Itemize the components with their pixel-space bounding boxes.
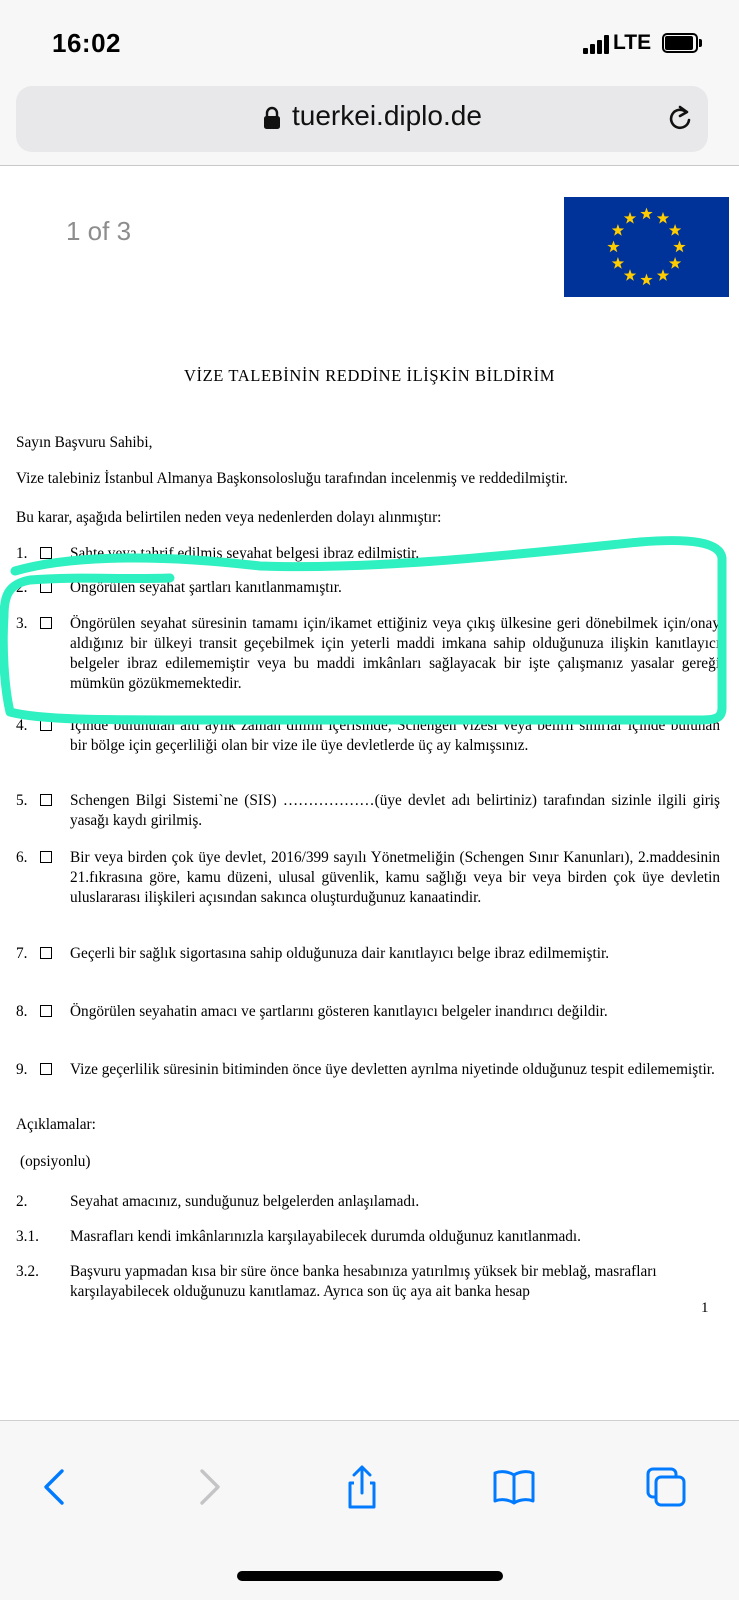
page-number: 1 (701, 1300, 709, 1316)
url-text[interactable]: tuerkei.diplo.de (292, 100, 482, 131)
note-text: Masrafları kendi imkânlarınızla karşılayabilecek durumda olduğunuz kanıtlanmadı. (70, 1228, 581, 1245)
reason-number: 1. (16, 545, 28, 562)
reason-number: 6. (16, 849, 28, 866)
share-icon[interactable] (340, 1465, 384, 1509)
reason-number: 4. (16, 717, 28, 734)
lock-icon (263, 106, 281, 130)
reason-text: Schengen Bilgi Sistemi`ne (SIS) ………………(üye devlet adı belirtiniz) tarafından sizinle ilgili giriş yasağı kaydı girilmiş. (70, 792, 720, 829)
page-indicator: 1 of 3 (66, 216, 132, 246)
status-time: 16:02 (52, 28, 121, 58)
reason-intro: Bu karar, aşağıda belirtilen neden veya nedenlerden dolayı alınmıştır: (16, 509, 442, 526)
battery-icon (662, 33, 702, 53)
cellular-signal-icon (583, 34, 611, 54)
note-text: Başvuru yapmadan kısa bir süre önce banka hesabınıza yatırılmış yüksek bir meblağ, masrafları karşılayabilecek olduğunuzu kanıtlamaz. Ayrıca son üç aya ait banka hesap (70, 1263, 657, 1300)
checkbox (40, 794, 52, 806)
reason-text: Sahte veya tahrif edilmiş seyahat belgesi ibraz edilmiştir. (70, 545, 420, 562)
checkbox (40, 719, 52, 731)
network-type: LTE (613, 31, 652, 54)
note-text: Seyahat amacınız, sunduğunuz belgelerden anlaşılamadı. (70, 1193, 420, 1210)
reason-number: 5. (16, 792, 28, 809)
reason-text: İçinde bulunulan altı aylık zaman dilimi içerisinde, Schengen vizesi veya belirli sınırlar içinde bulunan bir bölge için geçerliliği olan bir vize ile üye devletlerde üç ay kalmışsınız. (70, 717, 720, 754)
eu-flag-logo (564, 197, 729, 297)
bookmarks-icon[interactable] (492, 1465, 536, 1509)
note-number: 3.2. (16, 1263, 39, 1280)
checkbox (40, 547, 52, 559)
checkbox (40, 1063, 52, 1075)
browser-toolbar (0, 1420, 739, 1600)
reason-text: Öngörülen seyahat şartları kanıtlanmamıştır. (70, 579, 342, 596)
checkbox (40, 1005, 52, 1017)
address-bar-area (0, 80, 739, 166)
reason-text: Vize geçerlilik süresinin bitiminden önce üye devletten ayrılma niyetinde olduğunuz tespit edilememiştir. (70, 1061, 715, 1078)
reason-text: Öngörülen seyahatin amacı ve şartlarını gösteren kanıtlayıcı belgeler inandırıcı değildir. (70, 1003, 608, 1020)
tabs-icon[interactable] (644, 1465, 688, 1509)
note-number: 2. (16, 1193, 28, 1210)
reload-icon[interactable] (664, 103, 696, 135)
reason-number: 9. (16, 1061, 28, 1078)
reason-text: Bir veya birden çok üye devlet, 2016/399 sayılı Yönetmeliğin (Schengen Sınır Kanunları), 2.maddesinin 21.fıkrasına göre, kamu düzeni, ulusal güvenlik, kamu sağlığı veya bir veya birden çok üye devletin uluslararası ilişkileri açısından sakınca oluşturduğunuz kanaatindir. (70, 849, 720, 906)
status-bar (0, 0, 739, 80)
reason-text: Geçerli bir sağlık sigortasına sahip olduğunuza dair kanıtlayıcı belge ibraz edilmemiştir. (70, 945, 610, 962)
forward-icon[interactable] (186, 1465, 230, 1509)
greeting: Sayın Başvuru Sahibi, (16, 434, 153, 451)
explanations-label: Açıklamalar: (16, 1116, 96, 1133)
document-title: VİZE TALEBİNİN REDDİNE İLİŞKİN BİLDİRİM (184, 366, 555, 385)
optional-label: (opsiyonlu) (20, 1153, 91, 1170)
reason-number: 2. (16, 579, 28, 596)
address-bar[interactable] (16, 86, 708, 152)
checkbox (40, 947, 52, 959)
checkbox (40, 851, 52, 863)
checkbox (40, 617, 52, 629)
home-indicator (237, 1571, 503, 1581)
checkbox (40, 581, 52, 593)
pdf-document[interactable] (0, 166, 739, 1420)
intro-text: Vize talebiniz İstanbul Almanya Başkonsolosluğu tarafından incelenmiş ve reddedilmiştir. (16, 470, 568, 487)
reason-number: 8. (16, 1003, 28, 1020)
reason-number: 7. (16, 945, 28, 962)
back-icon[interactable] (34, 1465, 78, 1509)
note-number: 3.1. (16, 1228, 39, 1245)
reason-text: Öngörülen seyahat süresinin tamamı için/ikamet ettiğiniz veya çıkış ülkesine geri dönebilmek için/onay aldığınız bir ülkeyi transit geçebilmek için yeterli maddi imkana sahip olduğunuza ilişkin kanıtlayıcı belgeler ibraz edilememiştir veya bu maddi imkânları sağlayacak bir işte çalışmanız yasalar gereği mümkün gözükmemektedir. (70, 615, 720, 692)
reason-number: 3. (16, 615, 28, 632)
